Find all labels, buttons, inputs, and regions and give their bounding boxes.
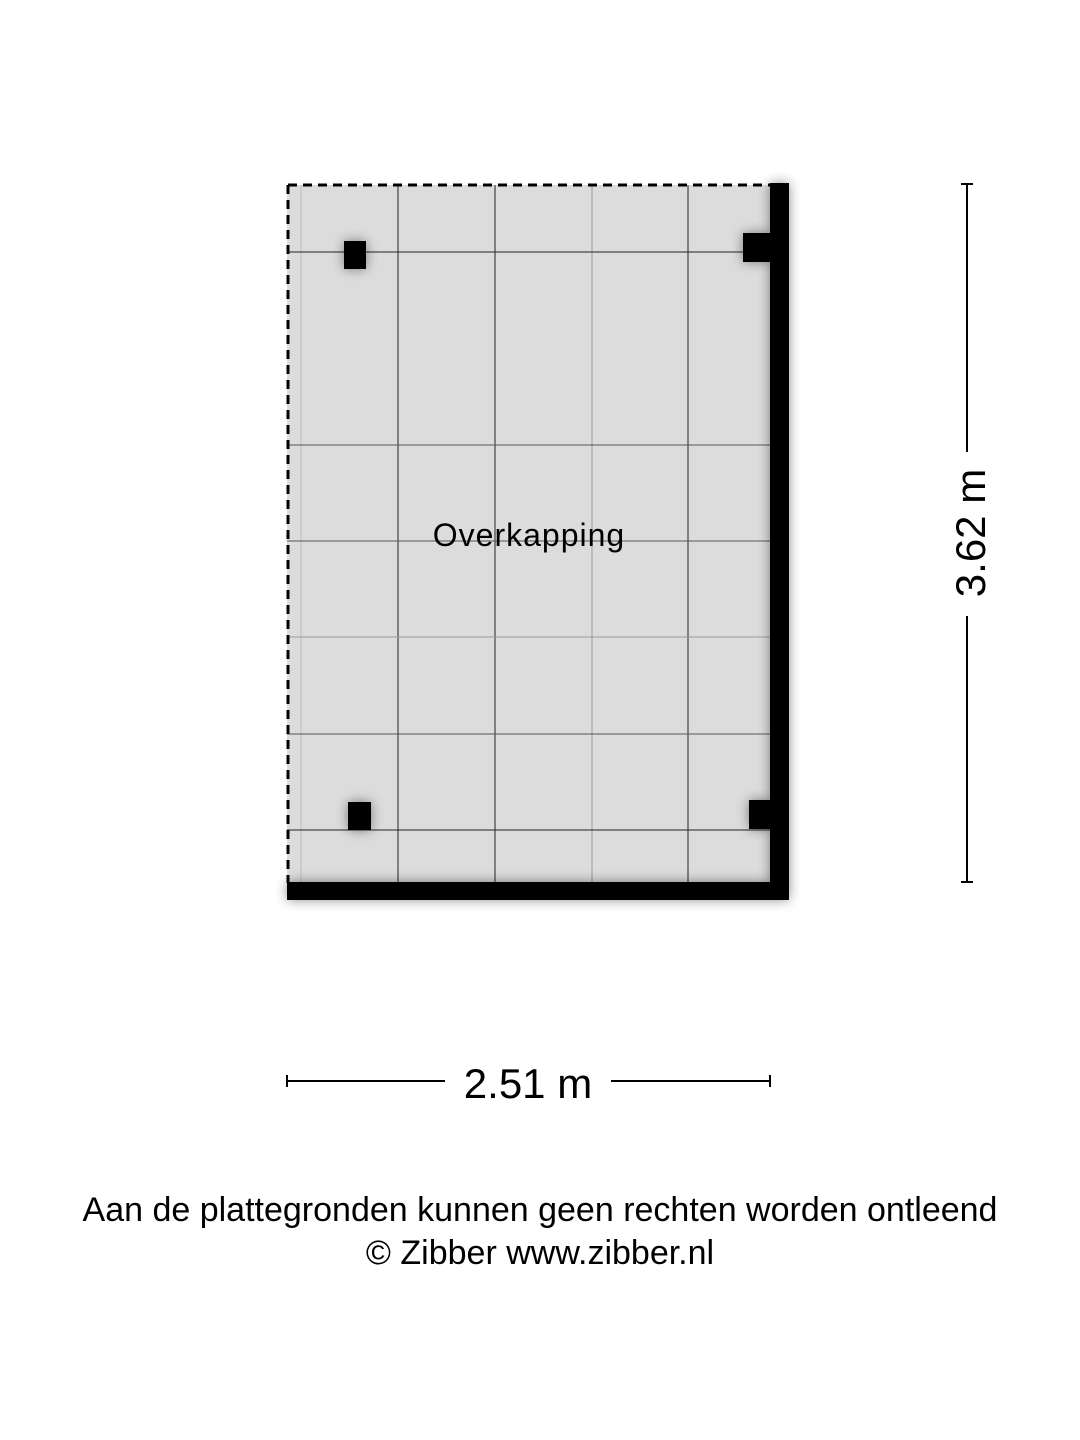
post-top-left — [344, 241, 366, 269]
disclaimer-text: Aan de plattegronden kunnen geen rechten worden ontleend — [82, 1191, 998, 1229]
post-bottom-right — [749, 800, 771, 829]
post-bottom-left — [348, 802, 371, 830]
height-dimension-label: 3.62 m — [947, 468, 994, 598]
room-label: Overkapping — [432, 517, 626, 553]
copyright-text: © Zibber www.zibber.nl — [365, 1234, 715, 1272]
width-dimension-label: 2.51 m — [463, 1060, 593, 1107]
wall-right — [770, 183, 789, 900]
post-top-right — [743, 233, 771, 262]
wall-bottom — [287, 882, 789, 900]
